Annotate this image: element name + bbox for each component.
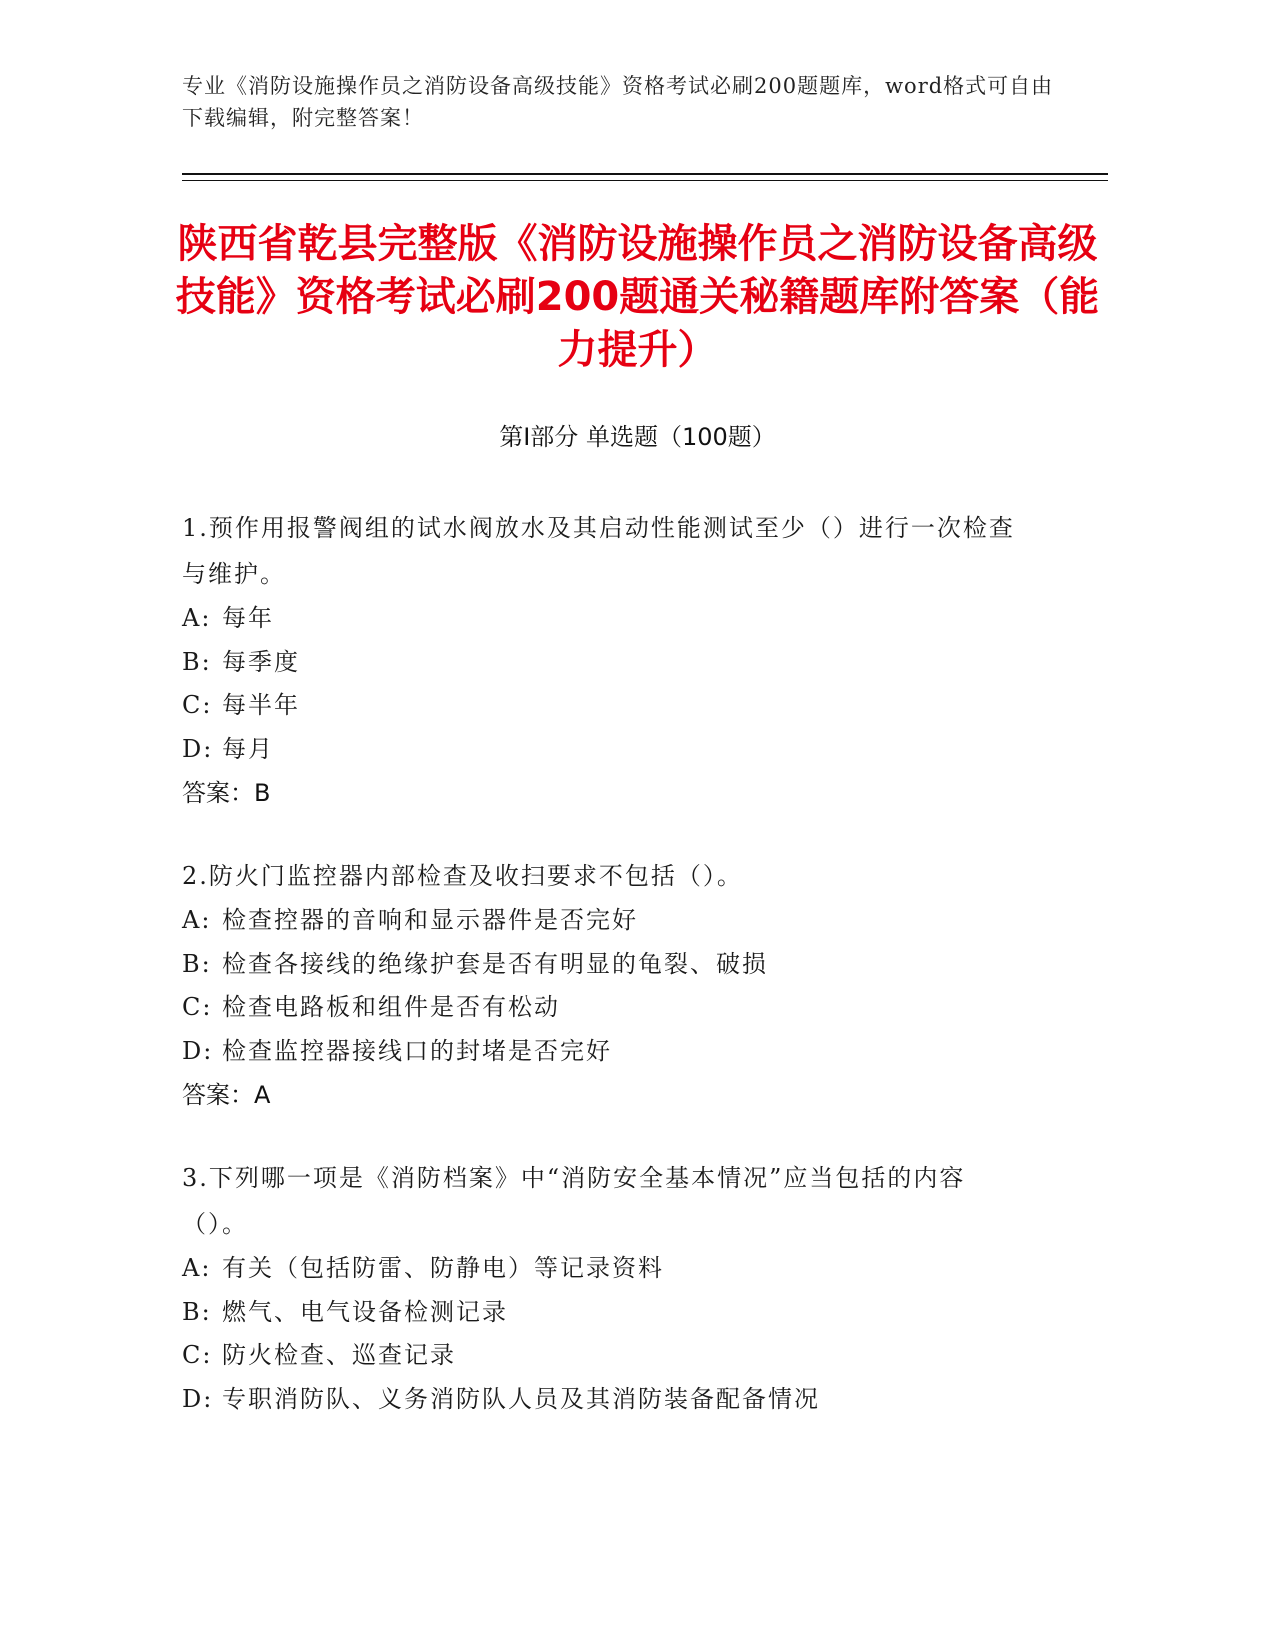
- option-key: B:: [182, 949, 212, 978]
- section-title: 第Ⅰ部分 单选题（100题）: [499, 423, 776, 451]
- question-item: [182, 505, 1027, 815]
- option-key: D:: [182, 1036, 214, 1065]
- option-text: 检查监控器接线口的封堵是否完好: [222, 1036, 612, 1065]
- option-key: A:: [182, 604, 212, 632]
- option-text: 每季度: [222, 647, 300, 676]
- option-d: [182, 1030, 1027, 1074]
- question-list: [182, 505, 1027, 1459]
- option-text: 每月: [222, 734, 274, 763]
- option-key: C:: [182, 1341, 213, 1369]
- option-d: [182, 1378, 1027, 1422]
- header-note: 专业《消防设施操作员之消防设备高级技能》资格考试必刷200题题库，word格式可自由下载编辑，附完整答案！: [182, 74, 1054, 130]
- option-key: C:: [182, 993, 213, 1021]
- option-b: [182, 641, 1027, 685]
- answer: 答案：A: [182, 1081, 271, 1109]
- option-text: 专职消防队、义务消防队人员及其消防装备配备情况: [222, 1384, 820, 1413]
- option-key: A:: [182, 906, 212, 934]
- document-title: 陕西省乾县完整版《消防设施操作员之消防设备高级技能》资格考试必刷200题通关秘籍题库附答案（能力提升）: [175, 221, 1100, 373]
- option-key: C:: [182, 691, 213, 719]
- option-key: D:: [182, 1384, 214, 1413]
- question-stem: 1.预作用报警阀组的试水阀放水及其启动性能测试至少（）进行一次检查与维护。: [182, 514, 1015, 588]
- option-text: 检查电路板和组件是否有松动: [222, 993, 560, 1021]
- option-text: 每半年: [222, 691, 300, 719]
- option-text: 检查控器的音响和显示器件是否完好: [222, 906, 638, 934]
- option-key: B:: [182, 1297, 212, 1326]
- header-rule-thick: [182, 173, 1108, 175]
- option-text: 燃气、电气设备检测记录: [222, 1297, 508, 1326]
- option-text: 有关（包括防雷、防静电）等记录资料: [222, 1254, 664, 1282]
- question-item: [182, 853, 1027, 1117]
- option-text: 每年: [222, 604, 274, 632]
- header-rule-thin: [182, 180, 1108, 181]
- option-a: [182, 899, 1027, 943]
- option-text: 检查各接线的绝缘护套是否有明显的龟裂、破损: [222, 949, 768, 978]
- question-stem: 3.下列哪一项是《消防档案》中“消防安全基本情况”应当包括的内容（）。: [182, 1164, 966, 1238]
- question-item: [182, 1155, 1027, 1421]
- answer: 答案：B: [182, 779, 271, 807]
- option-b: [182, 943, 1027, 987]
- option-c: [182, 1334, 1027, 1378]
- option-a: [182, 1247, 1027, 1291]
- option-b: [182, 1291, 1027, 1335]
- question-stem: 2.防火门监控器内部检查及收扫要求不包括（）。: [182, 862, 743, 890]
- option-key: A:: [182, 1254, 212, 1282]
- option-a: [182, 597, 1027, 641]
- option-c: [182, 684, 1027, 728]
- option-key: D:: [182, 734, 214, 763]
- option-text: 防火检查、巡查记录: [222, 1341, 456, 1369]
- option-key: B:: [182, 647, 212, 676]
- option-d: [182, 728, 1027, 772]
- option-c: [182, 986, 1027, 1030]
